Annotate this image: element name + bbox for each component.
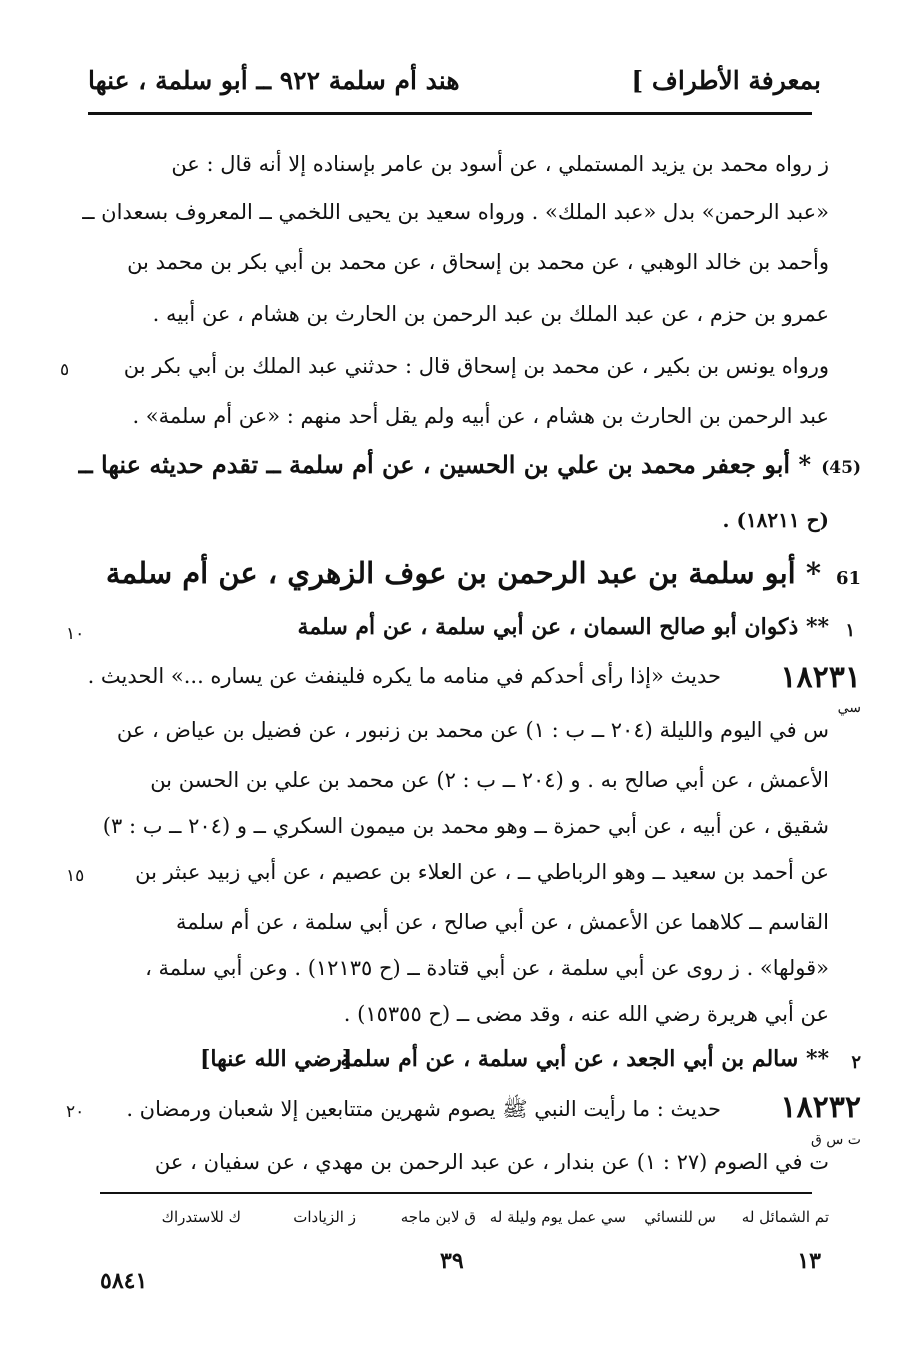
hadith-18232-number: ١٨٢٣٢ [780, 1090, 861, 1125]
footnote-ziyadat: ز الزيادات [293, 1208, 356, 1226]
text-line-5: ورواه يونس بن بكير ، عن محمد بن إسحاق قال : حدثني عبد الملك بن أبي بكر بن [123, 354, 829, 378]
sub-1-number: ١ [845, 620, 855, 641]
footnote-ibn-majah: ق لابن ماجه [400, 1208, 476, 1226]
margin-number-10: ١٠ [66, 624, 85, 644]
text-line-2: «عبد الرحمن» بدل «عبد الملك» . ورواه سعيد بن يحيى اللخمي ــ المعروف بسعدان ــ [82, 200, 829, 224]
footnote-amal-yawm: سي عمل يوم وليلة له [489, 1208, 626, 1226]
sub-2-bracket: [رضي الله عنها] [200, 1046, 353, 1072]
entry-45-text: * أبو جعفر محمد بن علي بن الحسين ، عن أم سلمة ــ تقدم حديثه عنها ــ [78, 450, 811, 479]
margin-number-15: ١٥ [66, 866, 85, 886]
text-line-4: عمرو بن حزم ، عن عبد الملك بن عبد الرحمن بن الحارث بن هشام ، عن أبيه . [152, 302, 829, 326]
running-head-center: هند أم سلمة ٩٢٢ ــ أبو سلمة ، عنها [88, 66, 460, 95]
section-61-number: 61 [835, 568, 861, 589]
sub-1-title: ** ذكوان أبو صالح السمان ، عن أبي سلمة ، عن أم سلمة [297, 614, 829, 640]
page-number: ٣٩ [440, 1248, 464, 1274]
footnote-shamail: تم الشمائل له [741, 1208, 829, 1226]
text-line-6: عبد الرحمن بن الحارث بن هشام ، عن أبيه ولم يقل أحد منهم : «عن أم سلمة» . [132, 404, 829, 428]
text-line-3: وأحمد بن خالد الوهبي ، عن محمد بن إسحاق ، عن محمد بن أبي بكر بن محمد بن [127, 250, 829, 274]
sub-2-title: ** سالم بن أبي الجعد ، عن أبي سلمة ، عن أم سلمة [340, 1046, 829, 1072]
hadith-18231-line-1: س في اليوم والليلة (٢٠٤ ــ ب : ١) عن محمد بن زنبور ، عن فضيل بن عياض ، عن [116, 718, 829, 742]
hadith-18231-line-2: الأعمش ، عن أبي صالح به . و (٢٠٤ ــ ب : ٢) عن محمد بن علي بن الحسن بن [150, 768, 829, 792]
sub-2-number: ٢ [851, 1052, 861, 1073]
hadith-18232-siglum: ت س ق [810, 1132, 861, 1148]
section-61-title: * أبو سلمة بن عبد الرحمن بن عوف الزهري ، عن أم سلمة [105, 556, 821, 590]
footnote-nasai: س للنسائي [644, 1208, 716, 1226]
hadith-18231-line-5: القاسم ــ كلاهما عن الأعمش ، عن أبي صالح ، عن أبي سلمة ، عن أم سلمة [175, 910, 829, 934]
text-line-1: ز رواه محمد بن يزيد المستملي ، عن أسود بن عامر بإسناده إلا أنه قال : عن [171, 152, 829, 176]
margin-number-20: ٢٠ [66, 1102, 85, 1122]
entry-45-ref: (ح ١٨٢١١) . [722, 508, 829, 532]
hadith-18232-line-1: ت في الصوم (٢٧ : ١) عن بندار ، عن عبد الرحمن بن مهدي ، عن سفيان ، عن [154, 1150, 829, 1174]
footer-volume: ١٣ [797, 1248, 821, 1274]
hadith-18231-line-7: عن أبي هريرة رضي الله عنه ، وقد مضى ــ (ح ١٥٣٥٥) . [343, 1002, 829, 1026]
footer-code: ٥٨٤١ [100, 1268, 148, 1294]
running-head-right: بمعرفة الأطراف ] [631, 66, 821, 95]
footnote-rule [100, 1192, 812, 1194]
header-rule [88, 112, 812, 115]
entry-45-number: (45) [821, 458, 861, 478]
hadith-18232-text: حديث : ما رأيت النبي ﷺ يصوم شهرين متتابعين إلا شعبان ورمضان . [126, 1097, 721, 1121]
margin-number-5: ٥ [60, 360, 70, 380]
hadith-18231-line-3: شقيق ، عن أبيه ، عن أبي حمزة ــ وهو محمد بن ميمون السكري ــ و (٢٠٤ ــ ب : ٣) [102, 814, 829, 838]
hadith-18231-number: ١٨٢٣١ [780, 660, 861, 695]
hadith-18231-text: حديث «إذا رأى أحدكم في منامه ما يكره فلينفث عن يساره ...» الحديث . [87, 664, 721, 688]
hadith-18231-siglum: سي [837, 700, 861, 716]
footnote-istidrak: ك للاستدراك [161, 1208, 241, 1226]
hadith-18231-line-4: عن أحمد بن سعيد ــ وهو الرباطي ــ ، عن العلاء بن عصيم ، عن أبي زبيد عبثر بن [135, 860, 829, 884]
hadith-18231-line-6: «قولها» . ز روى عن أبي سلمة ، عن أبي قتادة ــ (ح ١٢١٣٥) . وعن أبي سلمة ، [145, 956, 829, 980]
